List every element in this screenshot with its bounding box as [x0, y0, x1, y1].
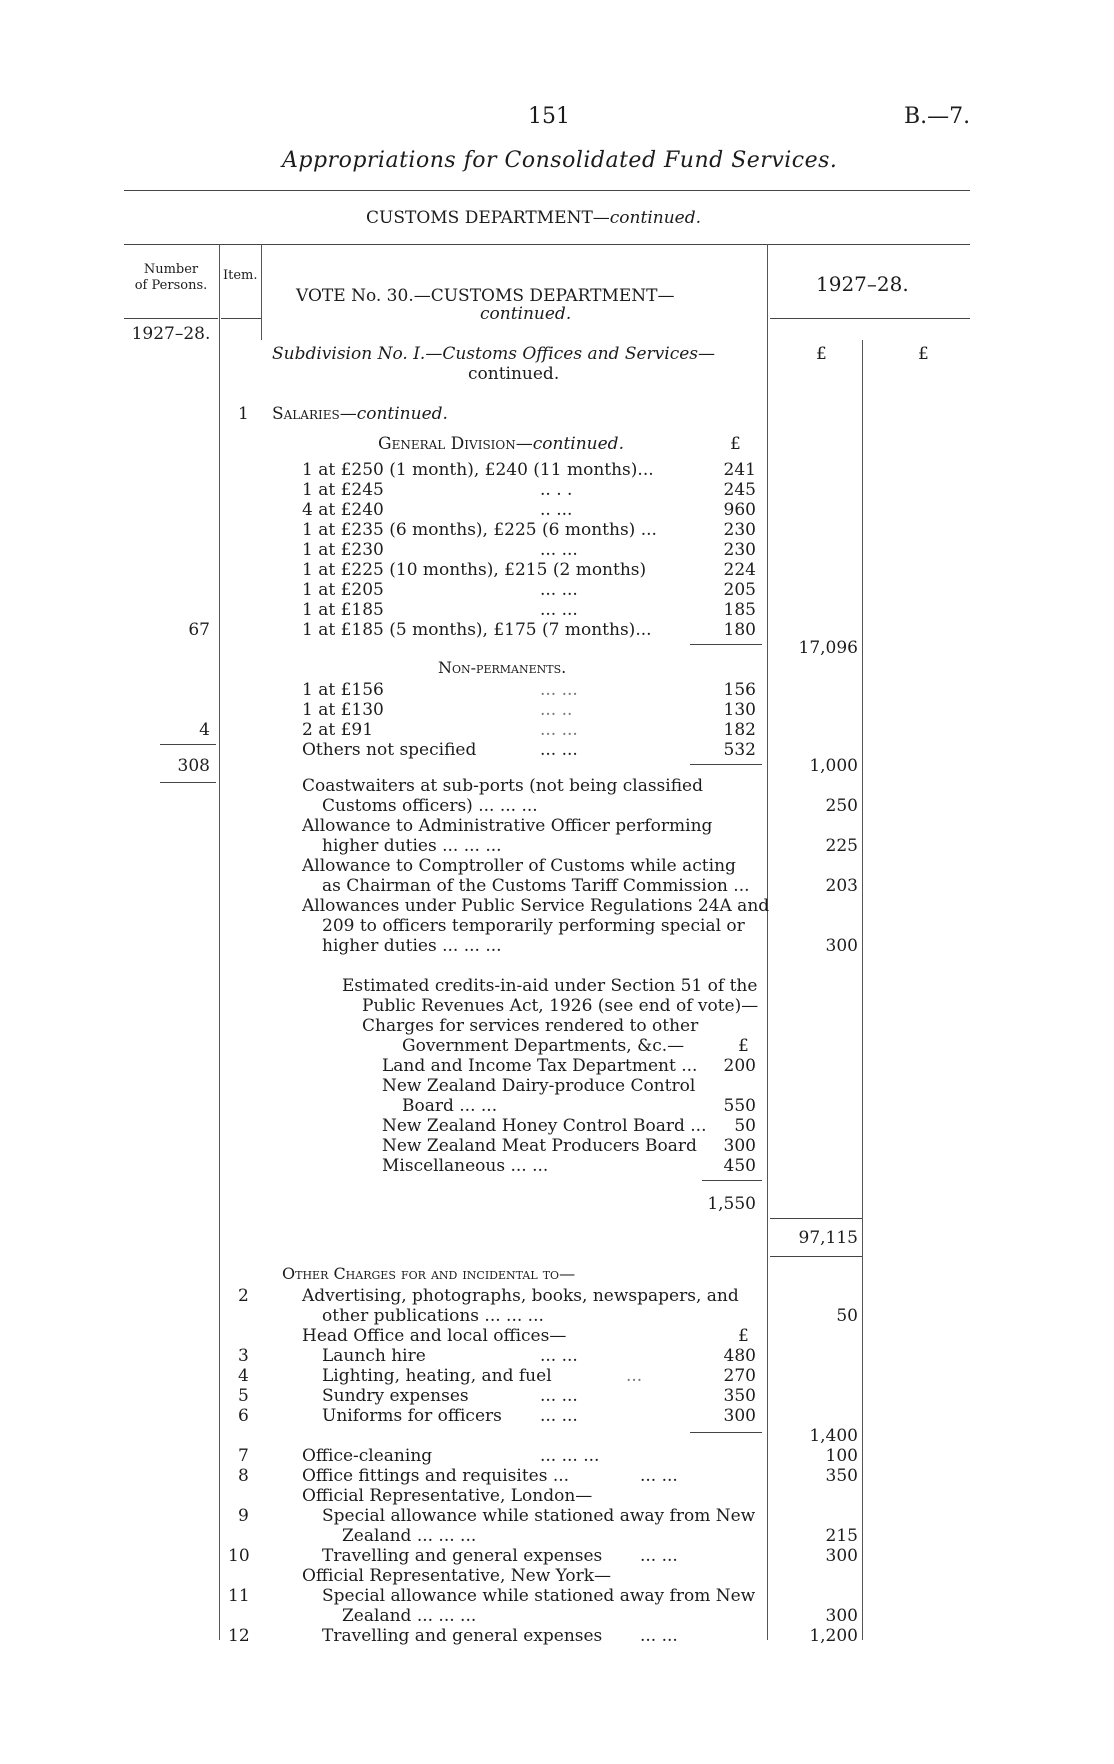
table-row: 1 at £245 .. . . 245 — [302, 480, 756, 500]
subdivision-title: Subdivision No. I.—Customs Offices and Services— — [272, 344, 715, 364]
year-heading: 1927–28. — [816, 272, 909, 296]
vote-continued: continued. — [480, 304, 572, 324]
item-amount: 215 — [825, 1526, 858, 1546]
subdivision-total-bottom-rule — [770, 1256, 862, 1257]
allowance-amount: 203 — [825, 876, 858, 896]
table-row: New Zealand Honey Control Board ... 50 — [382, 1116, 756, 1136]
table-row: 12 Travelling and general expenses ... ... 1,200 — [228, 1626, 858, 1646]
persons-total: 308 — [177, 756, 210, 776]
persons-subtotal-rule — [160, 744, 216, 745]
london-heading: Official Representative, London— — [302, 1486, 593, 1506]
table-row: 1 at £230 ... ... 230 — [302, 540, 756, 560]
subdivision-total: 97,115 — [798, 1228, 858, 1248]
table-row: Board ... ... 550 — [402, 1096, 756, 1116]
item-column-rule — [261, 244, 262, 320]
vote-title: VOTE No. 30.—CUSTOMS DEPARTMENT— — [296, 286, 675, 306]
table-row: 4 Lighting, heating, and fuel ... 270 — [238, 1366, 756, 1386]
credits-pound-sign: £ — [738, 1036, 749, 1056]
credits-line: Estimated credits-in-aid under Section 51 of the — [342, 976, 758, 996]
pound-sign-col1: £ — [816, 344, 827, 364]
item-description: Zealand ... ... ... — [342, 1606, 477, 1626]
allowance-line: Customs officers) ... ... ... — [322, 796, 538, 816]
salaries-continued: continued. — [356, 404, 448, 424]
table-row: New Zealand Dairy-produce Control — [382, 1076, 696, 1096]
head-office-pound-sign: £ — [738, 1326, 749, 1346]
table-top-rule — [124, 244, 970, 245]
general-division-continued: continued. — [532, 434, 624, 454]
table-row: 1 at £185 (5 months), £175 (7 months)... 180 — [302, 620, 756, 640]
non-permanents-total: 1,000 — [809, 756, 858, 776]
table-row: 2 at £91 ... ... 182 — [302, 720, 756, 740]
item-description: Advertising, photographs, books, newspapers, and — [302, 1286, 739, 1306]
persons-head-rule — [124, 318, 218, 319]
subdivision-continued: continued. — [468, 364, 560, 384]
table-row: 1 at £156 ... ... 156 — [302, 680, 756, 700]
table-row: Miscellaneous ... ... 450 — [382, 1156, 756, 1176]
item-number: 2 — [238, 1286, 249, 1306]
allowance-amount: 225 — [825, 836, 858, 856]
allowance-line: Coastwaiters at sub-ports (not being classified — [302, 776, 704, 796]
item-column-rule-lower — [261, 320, 262, 340]
table-row: Land and Income Tax Department ... 200 — [382, 1056, 756, 1076]
table-row: 10 Travelling and general expenses ... ... 300 — [228, 1546, 858, 1566]
credits-line: Public Revenues Act, 1926 (see end of vote)— — [362, 996, 759, 1016]
table-row: 7 Office-cleaning ... ... ... 100 — [238, 1446, 858, 1466]
general-division-total: 17,096 — [798, 638, 858, 658]
item-number: 11 — [228, 1586, 250, 1606]
persons-non-permanents: 4 — [199, 720, 210, 740]
persons-year: 1927–28. — [131, 324, 211, 344]
pound-sign-col2: £ — [918, 344, 929, 364]
allowance-line: Allowance to Comptroller of Customs while acting — [302, 856, 736, 876]
allowance-line: Allowance to Administrative Officer performing — [302, 816, 713, 836]
table-row: 3 Launch hire ... ... 480 — [238, 1346, 756, 1366]
table-row: 4 at £240 .. ... 960 — [302, 500, 756, 520]
item-description: Special allowance while stationed away from New — [322, 1586, 756, 1606]
credits-line: Charges for services rendered to other — [362, 1016, 699, 1036]
allowance-line: 209 to officers temporarily performing special or — [322, 916, 745, 936]
allowance-line: Allowances under Public Service Regulations 24A and — [302, 896, 770, 916]
persons-total-rule — [160, 782, 216, 783]
salaries-label: Salaries— — [272, 404, 357, 424]
item-number-1: 1 — [238, 404, 249, 424]
table-row: 1 at £130 ... .. 130 — [302, 700, 756, 720]
item-amount: 50 — [836, 1306, 858, 1326]
table-row: 5 Sundry expenses ... ... 350 — [238, 1386, 756, 1406]
page-number: 151 — [528, 104, 570, 129]
non-permanent-subtotal-rule — [690, 764, 762, 765]
table-row: 1 at £225 (10 months), £215 (2 months) 224 — [302, 560, 756, 580]
description-column-rule — [767, 244, 768, 1640]
item-label: Item. — [223, 268, 258, 283]
item-head-rule — [221, 318, 261, 319]
head-office-subtotal-rule — [690, 1432, 762, 1433]
page-title: Appropriations for Consolidated Fund Services. — [282, 148, 838, 173]
allowance-amount: 300 — [825, 936, 858, 956]
allowance-line: higher duties ... ... ... — [322, 836, 502, 856]
table-row: Others not specified ... ... 532 — [302, 740, 756, 760]
general-division-label: General Division— — [378, 434, 533, 454]
department-continued: continued. — [609, 208, 701, 228]
other-charges-heading: Other Charges for and incidental to— — [282, 1264, 576, 1283]
head-office-heading: Head Office and local offices— — [302, 1326, 567, 1346]
item-description: other publications ... ... ... — [322, 1306, 544, 1326]
new-york-heading: Official Representative, New York— — [302, 1566, 612, 1586]
item-description: Special allowance while stationed away from New — [322, 1506, 756, 1526]
table-row: 1 at £185 ... ... 185 — [302, 600, 756, 620]
allowance-line: higher duties ... ... ... — [322, 936, 502, 956]
persons-label-1: Number — [143, 262, 199, 277]
general-division-heading — [378, 434, 624, 454]
allowance-line: as Chairman of the Customs Tariff Commission ... — [322, 876, 750, 896]
year-head-rule — [770, 318, 970, 319]
department-heading — [366, 208, 701, 228]
allowance-amount: 250 — [825, 796, 858, 816]
subdivision-total-top-rule — [770, 1218, 862, 1219]
credits-line: Government Departments, &c.— — [402, 1036, 685, 1056]
document-reference: B.—7. — [904, 104, 971, 129]
table-row: 6 Uniforms for officers ... ... 300 — [238, 1406, 756, 1426]
persons-label-2: of Persons. — [134, 278, 208, 293]
general-subtotal-rule — [690, 644, 762, 645]
credits-subtotal-rule — [702, 1180, 762, 1181]
salaries-pound-sign: £ — [730, 434, 741, 454]
non-permanents-heading: Non-permanents. — [438, 658, 567, 677]
head-office-total: 1,400 — [809, 1426, 858, 1446]
item-amount: 300 — [825, 1606, 858, 1626]
header-rule — [124, 190, 970, 191]
salaries-heading — [272, 404, 448, 424]
table-row: New Zealand Meat Producers Board 300 — [382, 1136, 756, 1156]
persons-general-division: 67 — [188, 620, 210, 640]
table-row: 1 at £250 (1 month), £240 (11 months)... 241 — [302, 460, 756, 480]
table-row: 8 Office fittings and requisites ... ... ... 350 — [238, 1466, 858, 1486]
department-name: CUSTOMS DEPARTMENT— — [366, 208, 610, 228]
credits-total: 1,550 — [707, 1194, 756, 1214]
table-row: 1 at £205 ... ... 205 — [302, 580, 756, 600]
table-row: 1 at £235 (6 months), £225 (6 months) ... 230 — [302, 520, 756, 540]
item-number: 9 — [238, 1506, 249, 1526]
persons-column-rule — [219, 244, 220, 1640]
item-description: Zealand ... ... ... — [342, 1526, 477, 1546]
